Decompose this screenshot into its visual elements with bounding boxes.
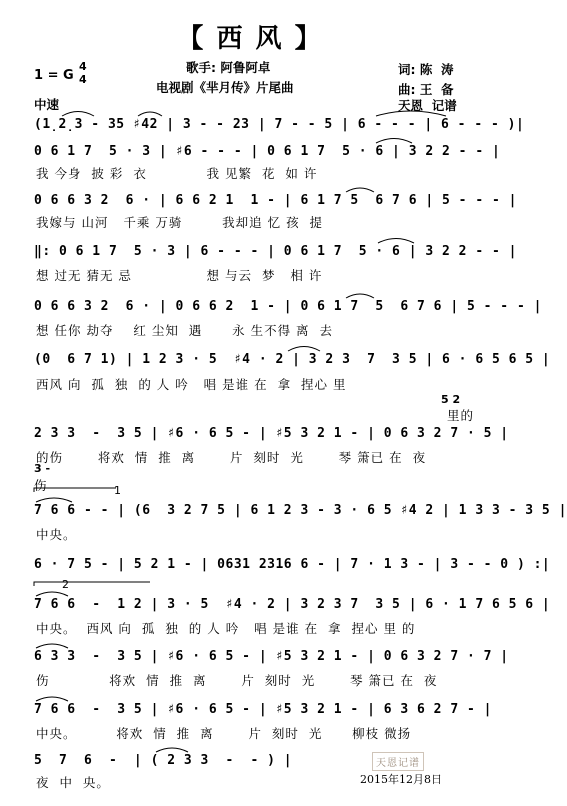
slur-7 <box>346 294 374 298</box>
lyric-line-1: 我 今身 披 彩 衣 我 见繁 花 如 许 <box>36 166 318 181</box>
volta-2-label: 2 <box>62 578 69 591</box>
slur-1 <box>62 112 94 117</box>
alt-ending-notes-1: 5 2 <box>441 393 461 406</box>
singer: 歌手: 阿鲁阿卓 <box>186 60 271 75</box>
notation-line-6: (0 6 7 1) | 1 2 3 · 5 ♯4 · 2 | 3 2 3 7 3 5 | 6 · 6 5 6 5 | <box>34 352 551 367</box>
volta-1-label: 1 <box>114 484 121 497</box>
lyricist: 词: 陈 涛 <box>398 62 454 77</box>
lyric-line-2: 我嫁与 山河 千乘 万骑 我却追 忆 孩 提 <box>36 215 324 230</box>
lyric-line-4: 想 任你 劫夺 红 尘知 遇 永 生不得 离 去 <box>36 323 333 338</box>
slur-9 <box>36 498 72 502</box>
slur-8 <box>288 347 320 352</box>
transcriber-stamp: 天恩记谱 <box>372 752 424 771</box>
slur-4 <box>376 139 412 144</box>
volta-1-bracket <box>34 488 116 492</box>
song-title: 【 西 风 】 <box>177 24 323 54</box>
time-signature-bottom: 4 <box>79 73 87 86</box>
notation-line-9: 6 · 7 5 - | 5 2 1 - | 0631 2316 6 - | 7 · 1 3 - | 3 - - 0 ) :| <box>34 557 551 572</box>
notation-line-2: 0 6 1 7 5 · 3 | ♯6 - - - | 0 6 1 7 5 · 6 | 3 2 2 - - | <box>34 144 501 159</box>
notation-line-4: ‖: 0 6 1 7 5 · 3 | 6 - - - | 0 6 1 7 5 · 6 | 3 2 2 - - | <box>34 244 517 259</box>
transcription-date: 2015年12月8日 <box>360 773 442 786</box>
slur-2 <box>138 112 162 116</box>
slur-11 <box>36 644 68 648</box>
composer: 曲: 王 备 <box>398 82 454 97</box>
slur-6 <box>378 239 414 244</box>
notation-line-7: 2 3 3 - 3 5 | ♯6 · 6 5 - | ♯5 3 2 1 - | 0 6 3 2 7 · 5 | <box>34 426 509 441</box>
notation-line-12: 7 6 6 - 3 5 | ♯6 · 6 5 - | ♯5 3 2 1 - | 6 3 6 2 7 - | <box>34 702 492 717</box>
lyric-line-7: 中央。 <box>36 527 77 542</box>
transcriber: 天恩 记谱 <box>398 98 457 113</box>
lyric-line-8: 中央。 西风 向 孤 独 的 人 吟 唱 是谁 在 拿 捏心 里 的 <box>36 621 416 636</box>
notation-line-5: 0 6 6 3 2 6 · | 0 6 6 2 1 - | 0 6 1 7 5 6 7 6 | 5 - - - | <box>34 299 542 314</box>
tempo-mark: 中速 <box>34 97 60 112</box>
lyric-line-11: 夜 中 央。 <box>36 775 110 790</box>
notation-line-3: 0 6 6 3 2 6 · | 6 6 2 1 1 - | 6 1 7 5 6 7 6 | 5 - - - | <box>34 193 517 208</box>
notation-line-1: (1̣2̣3 - 35 ♯42 | 3 - - 23 | 7 - - 5 | 6 - - - | 6 - - - )| <box>34 117 525 132</box>
slur-10 <box>36 592 68 596</box>
lyric-line-10: 中央。 将欢 情 推 离 片 刻时 光 柳枝 微扬 <box>36 726 412 741</box>
volta-2-bracket <box>34 582 150 586</box>
alt-ending-lyric-2: 伤 <box>34 478 48 493</box>
time-signature-top: 4 <box>79 60 87 73</box>
notation-line-11: 6 3 3 - 3 5 | ♯6 · 6 5 - | ♯5 3 2 1 - | 0 6 3 2 7 · 7 | <box>34 649 509 664</box>
notation-line-10: 7 6 6 - 1 2 | 3 · 5 ♯4 · 2 | 3 2 3 7 3 5 | 6 · 1 7 6 5 6 | <box>34 597 551 612</box>
slur-3 <box>376 111 446 116</box>
slur-13 <box>156 748 188 752</box>
notation-line-8: 7 6 6 - - | (6 3 2 7 5 | 6 1 2 3 - 3 · 6 5 ♯4 2 | 1 3 3 - 3 5 | <box>34 503 567 518</box>
source-note: 电视剧《芈月传》片尾曲 <box>156 80 294 95</box>
slur-12 <box>36 697 68 701</box>
slur-5 <box>346 188 374 192</box>
lyric-line-5: 西风 向 孤 独 的 人 吟 唱 是谁 在 拿 捏心 里 <box>36 377 347 392</box>
alt-ending-lyric-1: 里的 <box>447 408 475 423</box>
lyric-line-3: 想 过无 猜无 忌 想 与云 梦 相 许 <box>36 268 323 283</box>
notation-line-13: 5 7 6 - | ( 2 3 3 - - ) | <box>34 753 293 768</box>
lyric-line-9: 伤 将欢 情 推 离 片 刻时 光 琴 箫已 在 夜 <box>36 673 438 688</box>
alt-ending-notes-2: 3 - <box>34 462 51 475</box>
key-signature: 1 = G <box>34 68 74 83</box>
lyric-line-6: 的伤 将欢 情 推 离 片 刻时 光 琴 箫已 在 夜 <box>36 450 427 465</box>
